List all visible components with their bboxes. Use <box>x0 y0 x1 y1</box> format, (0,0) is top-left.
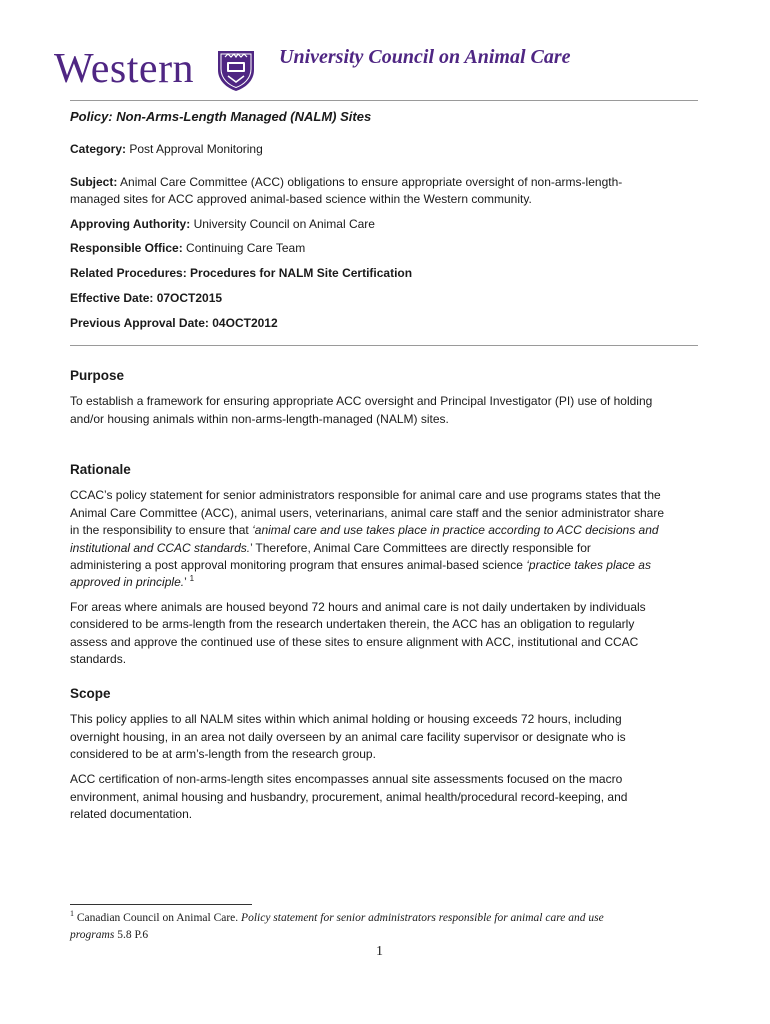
footnote-title-cont: programs <box>70 929 115 941</box>
category-label: Category: <box>70 142 127 156</box>
subject-value-line2: managed sites for ACC approved animal-based science within the Western community. <box>70 192 532 206</box>
council-title: University Council on Animal Care <box>279 46 571 68</box>
rationale-p1-line3 <box>70 522 702 540</box>
rationale-p1-line5-plain: administering a post approval monitoring program that ensures animal-based science <box>70 558 527 572</box>
subject-value-line1: Animal Care Committee (ACC) obligations to ensure appropriate oversight of non-arms-length- <box>120 175 623 189</box>
footnote-number: 1 <box>70 909 74 919</box>
category-line <box>70 141 700 158</box>
rationale-heading: Rationale <box>70 462 131 477</box>
effective-date: Effective Date: 07OCT2015 <box>70 291 223 305</box>
scope-p1-line2: overnight housing, in an area not daily overseen by an animal care facility supervisor or designate who is <box>70 730 626 744</box>
purpose-line-1: To establish a framework for ensuring appropriate ACC oversight and Principal Investigator (PI) use of holding <box>70 394 653 408</box>
scope-heading: Scope <box>70 686 111 701</box>
rationale-p2-line2: considered to be arms-length from the research undertaken therein, the ACC has an obligation to regularly <box>70 617 635 631</box>
rationale-p1-line2: Animal Care Committee (ACC), animal users, veterinarians, animal care staff and the senior administrator share <box>70 506 665 520</box>
scope-p2-line3: related documentation. <box>70 807 193 821</box>
rationale-p1-line4 <box>70 540 702 558</box>
footnote-divider <box>70 904 252 905</box>
office-value: Continuing Care Team <box>186 241 306 255</box>
purpose-line-2: and/or housing animals within non-arms-length-managed (NALM) sites. <box>70 412 449 426</box>
scope-p2-line2: environment, animal housing and husbandry, procurement, animal health/procedural record-keeping, and <box>70 790 628 804</box>
rationale-p1-line6-quote: approved in principle. <box>70 575 185 589</box>
rationale-p1-line4-plain: ’ Therefore, Animal Care Committees are directly responsible for <box>250 541 591 555</box>
footnote-ref: 5.8 P.6 <box>114 929 149 941</box>
effective-date-line <box>70 290 700 307</box>
office-label: Responsible Office: <box>70 241 183 255</box>
page-number: 1 <box>376 944 383 959</box>
western-logo <box>54 46 194 90</box>
authority-line <box>70 216 700 233</box>
rationale-p1-line5 <box>70 557 702 575</box>
footnote-reference[interactable]: 1 <box>189 574 195 583</box>
procedures-line <box>70 265 700 282</box>
category-value: Post Approval Monitoring <box>129 142 263 156</box>
rationale-p1-line5-quote: ‘practice takes place as <box>526 558 651 572</box>
previous-date-line <box>70 315 700 332</box>
policy-title: Policy: Non-Arms-Length Managed (NALM) Sites <box>70 109 372 124</box>
rationale-p1-line6-plain: ’ <box>184 575 190 589</box>
scope-p1-line1: This policy applies to all NALM sites within which animal holding or housing exceeds 72 hours, including <box>70 712 622 726</box>
subject-line-2 <box>70 191 700 208</box>
logo-wordmark: Western <box>54 46 195 92</box>
header-divider <box>70 100 698 101</box>
crest-icon <box>216 48 256 92</box>
meta-divider <box>70 345 698 346</box>
rationale-p2-line3: assess and approve the continued use of these sites to ensure alignment with ACC, institutional and CCAC <box>70 635 639 649</box>
previous-approval-date: Previous Approval Date: 04OCT2012 <box>70 316 278 330</box>
rationale-p1-line6 <box>70 574 702 592</box>
rationale-p2-line1: For areas where animals are housed beyond 72 hours and animal care is not daily undertaken by individuals <box>70 600 646 614</box>
scope-p1-line3: considered to be at arm’s-length from the research group. <box>70 747 376 761</box>
purpose-heading: Purpose <box>70 368 125 383</box>
office-line <box>70 240 700 257</box>
rationale-p1-line4-quote: institutional and CCAC standards. <box>70 541 251 555</box>
procedures-text: Related Procedures: Procedures for NALM Site Certification <box>70 266 413 280</box>
scope-p2-line1: ACC certification of non-arms-length sites encompasses annual site assessments focused on the macro <box>70 772 623 786</box>
subject-label: Subject: <box>70 175 118 189</box>
rationale-p2-line4: standards. <box>70 652 127 666</box>
rationale-p1-line1: CCAC’s policy statement for senior administrators responsible for animal care and use programs states that the <box>70 488 661 502</box>
footnote-source: Canadian Council on Animal Care. <box>74 912 242 924</box>
rationale-p1-line3-plain: in the responsibility to ensure that <box>70 523 253 537</box>
authority-label: Approving Authority: <box>70 217 191 231</box>
rationale-p1-line3-quote: ‘animal care and use takes place in practice according to ACC decisions and <box>252 523 659 537</box>
footnote-title: Policy statement for senior administrators responsible for animal care and use <box>241 912 604 924</box>
subject-line <box>70 174 700 191</box>
footnote <box>70 910 710 944</box>
authority-value: University Council on Animal Care <box>193 217 375 231</box>
